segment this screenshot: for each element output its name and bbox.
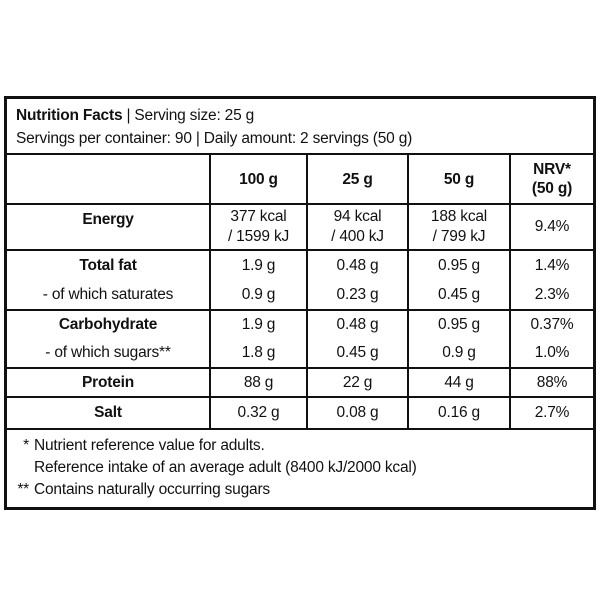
value-cell-100g: 1.8 g <box>210 339 307 368</box>
value-cell-100g: 1.9 g <box>210 250 307 280</box>
energy-50g-kcal: 188 kcal <box>430 208 488 225</box>
serving-size-text: | Serving size: 25 g <box>126 107 255 124</box>
table-row-protein <box>7 368 593 397</box>
table-row-salt <box>7 397 593 428</box>
nutrient-label: Carbohydrate <box>7 310 210 339</box>
col-header-empty <box>7 155 210 204</box>
value-cell-50g: 0.16 g <box>408 397 510 428</box>
footnote-marker <box>11 457 29 479</box>
nutrient-label: Total fat <box>7 250 210 280</box>
value-cell-25g: 0.48 g <box>307 250 408 280</box>
nutrient-label: - of which saturates <box>42 285 174 303</box>
nutrition-table <box>7 155 593 428</box>
nutrient-label: Salt <box>7 397 210 428</box>
value-cell-100g: 1.9 g <box>210 310 307 339</box>
footnotes-section <box>7 428 593 507</box>
value-cell-50g: 44 g <box>408 368 510 397</box>
footnote-nrv <box>11 435 583 457</box>
energy-25g-kcal: 94 kcal <box>333 208 382 225</box>
table-row-carbohydrate <box>7 310 593 339</box>
value-cell-100g: 88 g <box>210 368 307 397</box>
value-cell-25g: 0.45 g <box>307 339 408 368</box>
value-cell-100g: 0.9 g <box>210 280 307 310</box>
value-cell-25g: 0.48 g <box>307 310 408 339</box>
nrv-cell: 1.4% <box>510 250 593 280</box>
value-cell-50g: 0.95 g <box>408 310 510 339</box>
header-line-1 <box>16 104 584 127</box>
value-cell-50g: 0.9 g <box>408 339 510 368</box>
col-header-100g: 100 g <box>210 155 307 204</box>
footnote-marker: * <box>23 437 29 454</box>
label-header <box>7 99 593 155</box>
nrv-cell: 88% <box>510 368 593 397</box>
nutrient-label: Protein <box>7 368 210 397</box>
value-cell-25g <box>307 204 408 250</box>
value-cell-50g: 0.95 g <box>408 250 510 280</box>
energy-25g-kj: / 400 kJ <box>331 228 384 245</box>
value-cell-25g: 0.08 g <box>307 397 408 428</box>
energy-100g-kcal: 377 kcal <box>230 208 287 225</box>
table-row-saturates <box>7 280 593 310</box>
footnote-text: Contains naturally occurring sugars <box>34 481 270 498</box>
column-header-row <box>7 155 593 204</box>
nrv-cell: 9.4% <box>510 204 593 250</box>
header-line-2: Servings per container: 90 | Daily amount: 2 servings (50 g) <box>16 130 413 147</box>
table-row-total-fat <box>7 250 593 280</box>
footnote-text: Nutrient reference value for adults. <box>34 437 265 454</box>
col-header-50g: 50 g <box>408 155 510 204</box>
energy-50g-kj: / 799 kJ <box>432 228 486 245</box>
nutrient-label: Energy <box>7 204 210 250</box>
nutrient-label: - of which sugars** <box>45 344 171 361</box>
footnote-text: Reference intake of an average adult (8400 kJ/2000 kcal) <box>34 459 417 476</box>
value-cell-50g: 0.45 g <box>408 280 510 310</box>
col-header-nrv-line2: (50 g) <box>531 180 573 197</box>
value-cell-25g: 0.23 g <box>307 280 408 310</box>
value-cell-100g: 0.32 g <box>210 397 307 428</box>
footnote-reference-intake <box>11 457 583 479</box>
value-cell-25g: 22 g <box>307 368 408 397</box>
table-row-energy <box>7 204 593 250</box>
table-row-sugars <box>7 339 593 368</box>
value-cell-50g <box>408 204 510 250</box>
col-header-nrv-line1: NRV* <box>533 161 571 178</box>
footnote-marker: ** <box>17 481 29 498</box>
nrv-cell: 2.7% <box>510 397 593 428</box>
nutrition-label <box>4 96 596 510</box>
col-header-25g: 25 g <box>307 155 408 204</box>
label-title: Nutrition Facts <box>16 107 123 124</box>
nrv-cell: 2.3% <box>510 280 593 310</box>
nrv-cell: 0.37% <box>510 310 593 339</box>
footnote-sugars <box>11 479 583 501</box>
value-cell-100g <box>210 204 307 250</box>
col-header-nrv <box>510 155 593 204</box>
nrv-cell: 1.0% <box>510 339 593 368</box>
energy-100g-kj: / 1599 kJ <box>227 228 290 245</box>
